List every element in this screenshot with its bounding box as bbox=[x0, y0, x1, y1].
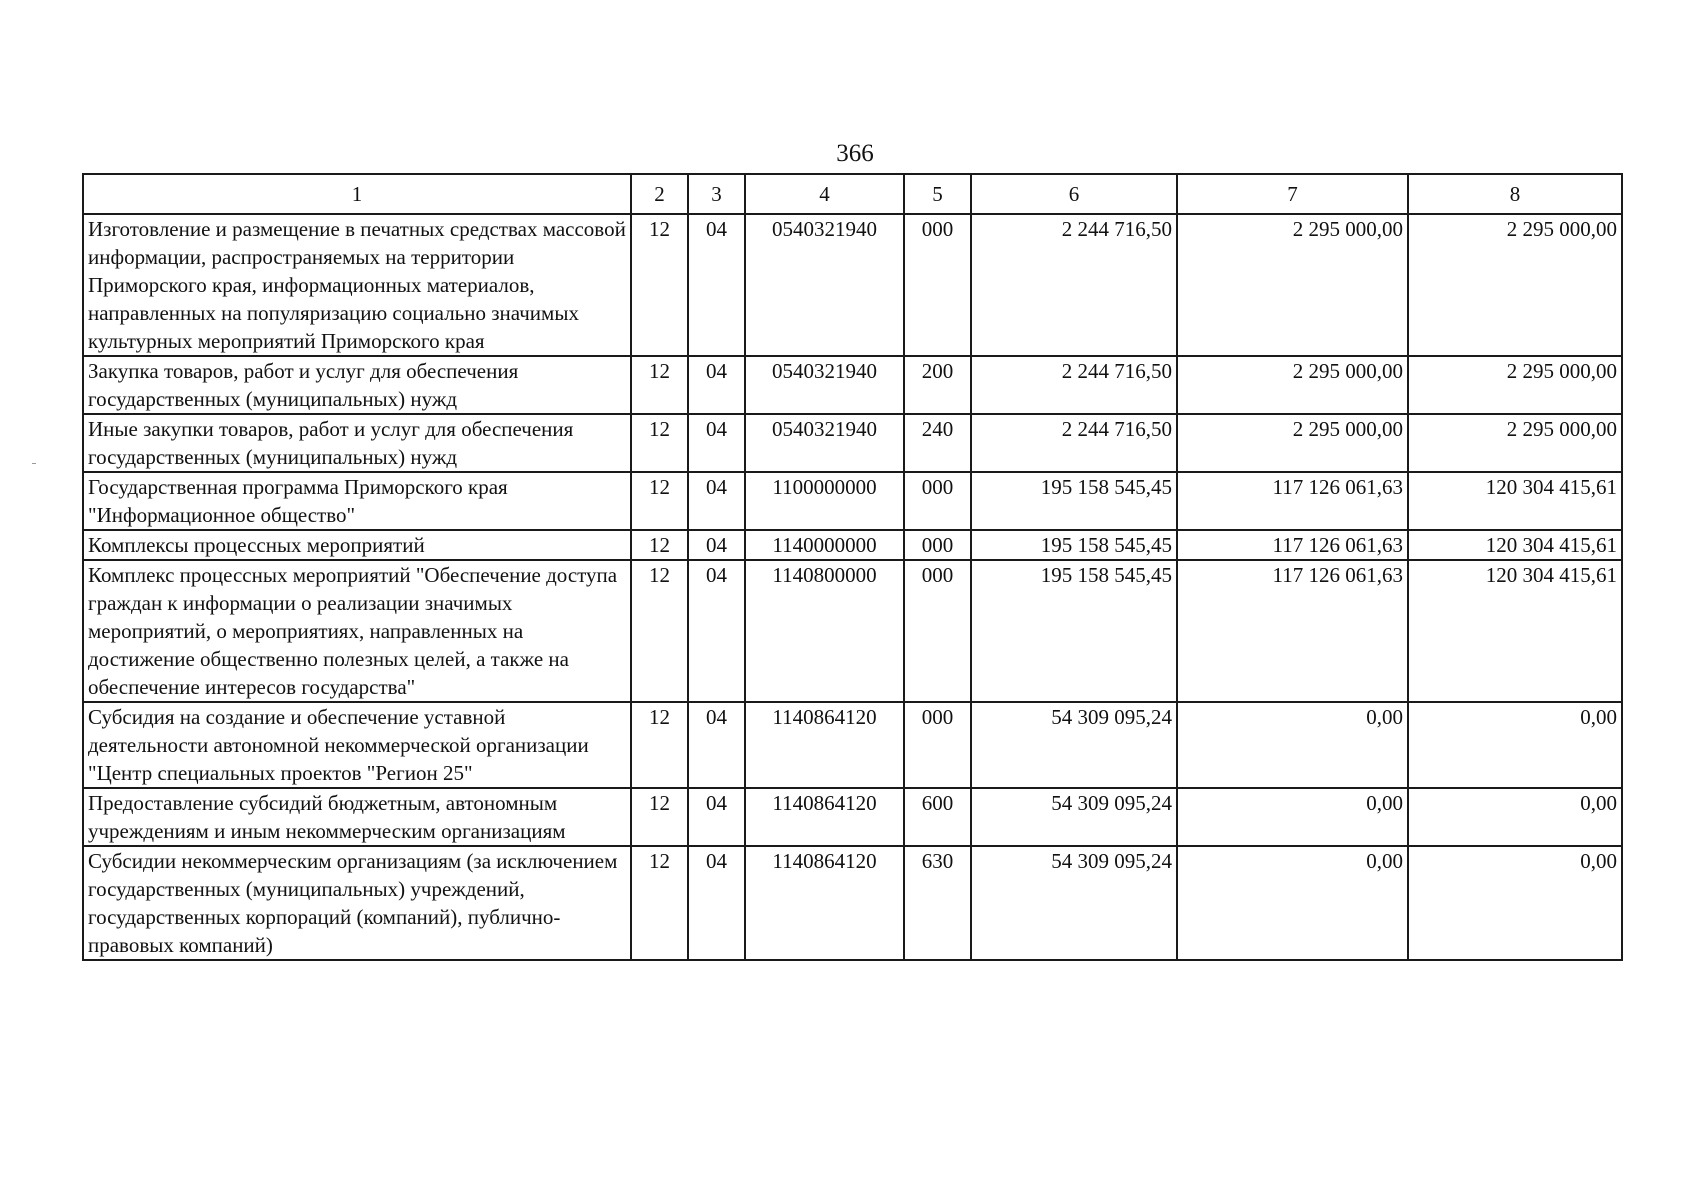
row-name: Комплексы процессных мероприятий bbox=[83, 530, 631, 560]
row-expense-type: 000 bbox=[904, 530, 971, 560]
row-section-code: 12 bbox=[631, 788, 688, 846]
row-target-code: 0540321940 bbox=[745, 356, 904, 414]
row-amount-col8: 0,00 bbox=[1408, 788, 1622, 846]
column-header-3: 3 bbox=[688, 174, 745, 214]
column-header-7: 7 bbox=[1177, 174, 1408, 214]
column-header-8: 8 bbox=[1408, 174, 1622, 214]
row-section-code: 12 bbox=[631, 214, 688, 356]
table-row bbox=[83, 530, 1622, 560]
row-subsection-code: 04 bbox=[688, 788, 745, 846]
table-row bbox=[83, 846, 1622, 960]
row-expense-type: 000 bbox=[904, 702, 971, 788]
row-section-code: 12 bbox=[631, 560, 688, 702]
row-target-code: 0540321940 bbox=[745, 214, 904, 356]
row-amount-col6: 195 158 545,45 bbox=[971, 560, 1177, 702]
row-expense-type: 200 bbox=[904, 356, 971, 414]
row-expense-type: 000 bbox=[904, 472, 971, 530]
column-header-5: 5 bbox=[904, 174, 971, 214]
row-target-code: 1140864120 bbox=[745, 702, 904, 788]
row-amount-col8: 120 304 415,61 bbox=[1408, 530, 1622, 560]
budget-table bbox=[82, 173, 1623, 961]
row-amount-col6: 54 309 095,24 bbox=[971, 846, 1177, 960]
row-subsection-code: 04 bbox=[688, 414, 745, 472]
column-header-2: 2 bbox=[631, 174, 688, 214]
row-amount-col7: 2 295 000,00 bbox=[1177, 356, 1408, 414]
row-expense-type: 630 bbox=[904, 846, 971, 960]
row-name: Субсидии некоммерческим организациям (за исключением государственных (муниципальных) учреждений, государственных корпораций (компаний), публично-правовых компаний) bbox=[83, 846, 631, 960]
row-subsection-code: 04 bbox=[688, 846, 745, 960]
row-amount-col6: 54 309 095,24 bbox=[971, 788, 1177, 846]
column-header-6: 6 bbox=[971, 174, 1177, 214]
row-name: Иные закупки товаров, работ и услуг для обеспечения государственных (муниципальных) нужд bbox=[83, 414, 631, 472]
row-target-code: 1100000000 bbox=[745, 472, 904, 530]
row-name: Предоставление субсидий бюджетным, автономным учреждениям и иным некоммерческим организациям bbox=[83, 788, 631, 846]
row-expense-type: 000 bbox=[904, 560, 971, 702]
row-amount-col6: 195 158 545,45 bbox=[971, 530, 1177, 560]
row-section-code: 12 bbox=[631, 846, 688, 960]
table-header bbox=[83, 174, 1622, 214]
row-name: Закупка товаров, работ и услуг для обеспечения государственных (муниципальных) нужд bbox=[83, 356, 631, 414]
row-name: Государственная программа Приморского края "Информационное общество" bbox=[83, 472, 631, 530]
table-row bbox=[83, 560, 1622, 702]
row-amount-col6: 195 158 545,45 bbox=[971, 472, 1177, 530]
row-amount-col8: 2 295 000,00 bbox=[1408, 214, 1622, 356]
row-amount-col8: 120 304 415,61 bbox=[1408, 472, 1622, 530]
row-amount-col7: 2 295 000,00 bbox=[1177, 214, 1408, 356]
row-amount-col6: 54 309 095,24 bbox=[971, 702, 1177, 788]
row-section-code: 12 bbox=[631, 356, 688, 414]
row-section-code: 12 bbox=[631, 472, 688, 530]
row-target-code: 1140864120 bbox=[745, 846, 904, 960]
row-subsection-code: 04 bbox=[688, 560, 745, 702]
row-amount-col6: 2 244 716,50 bbox=[971, 356, 1177, 414]
row-amount-col7: 117 126 061,63 bbox=[1177, 560, 1408, 702]
table-row bbox=[83, 472, 1622, 530]
row-subsection-code: 04 bbox=[688, 530, 745, 560]
row-amount-col6: 2 244 716,50 bbox=[971, 414, 1177, 472]
row-amount-col7: 117 126 061,63 bbox=[1177, 530, 1408, 560]
row-target-code: 1140864120 bbox=[745, 788, 904, 846]
page-number: 366 bbox=[836, 140, 874, 167]
table-row bbox=[83, 788, 1622, 846]
row-section-code: 12 bbox=[631, 414, 688, 472]
column-header-1: 1 bbox=[83, 174, 631, 214]
row-expense-type: 600 bbox=[904, 788, 971, 846]
row-subsection-code: 04 bbox=[688, 356, 745, 414]
table-row bbox=[83, 356, 1622, 414]
header-row bbox=[83, 174, 1622, 214]
row-amount-col7: 0,00 bbox=[1177, 846, 1408, 960]
table-row bbox=[83, 214, 1622, 356]
row-amount-col7: 2 295 000,00 bbox=[1177, 414, 1408, 472]
row-subsection-code: 04 bbox=[688, 214, 745, 356]
row-name: Комплекс процессных мероприятий "Обеспечение доступа граждан к информации о реализации значимых мероприятий, о мероприятиях, направленных на достижение общественно полезных целей, а также на обеспечение интересов государства" bbox=[83, 560, 631, 702]
row-amount-col7: 117 126 061,63 bbox=[1177, 472, 1408, 530]
row-expense-type: 000 bbox=[904, 214, 971, 356]
row-amount-col8: 2 295 000,00 bbox=[1408, 414, 1622, 472]
row-section-code: 12 bbox=[631, 702, 688, 788]
row-name: Субсидия на создание и обеспечение уставной деятельности автономной некоммерческой организации "Центр специальных проектов "Регион 25" bbox=[83, 702, 631, 788]
row-target-code: 1140800000 bbox=[745, 560, 904, 702]
row-amount-col8: 120 304 415,61 bbox=[1408, 560, 1622, 702]
table-row bbox=[83, 702, 1622, 788]
row-target-code: 1140000000 bbox=[745, 530, 904, 560]
row-subsection-code: 04 bbox=[688, 702, 745, 788]
row-amount-col6: 2 244 716,50 bbox=[971, 214, 1177, 356]
row-amount-col7: 0,00 bbox=[1177, 702, 1408, 788]
row-expense-type: 240 bbox=[904, 414, 971, 472]
row-name: Изготовление и размещение в печатных средствах массовой информации, распространяемых на территории Приморского края, информационных материалов, направленных на популяризацию социально значимых культурных мероприятий Приморского края bbox=[83, 214, 631, 356]
row-section-code: 12 bbox=[631, 530, 688, 560]
row-subsection-code: 04 bbox=[688, 472, 745, 530]
row-amount-col8: 2 295 000,00 bbox=[1408, 356, 1622, 414]
column-header-4: 4 bbox=[745, 174, 904, 214]
row-amount-col7: 0,00 bbox=[1177, 788, 1408, 846]
table-row bbox=[83, 414, 1622, 472]
row-amount-col8: 0,00 bbox=[1408, 846, 1622, 960]
row-amount-col8: 0,00 bbox=[1408, 702, 1622, 788]
table-body bbox=[83, 214, 1622, 960]
row-target-code: 0540321940 bbox=[745, 414, 904, 472]
scan-artifact bbox=[32, 463, 36, 464]
